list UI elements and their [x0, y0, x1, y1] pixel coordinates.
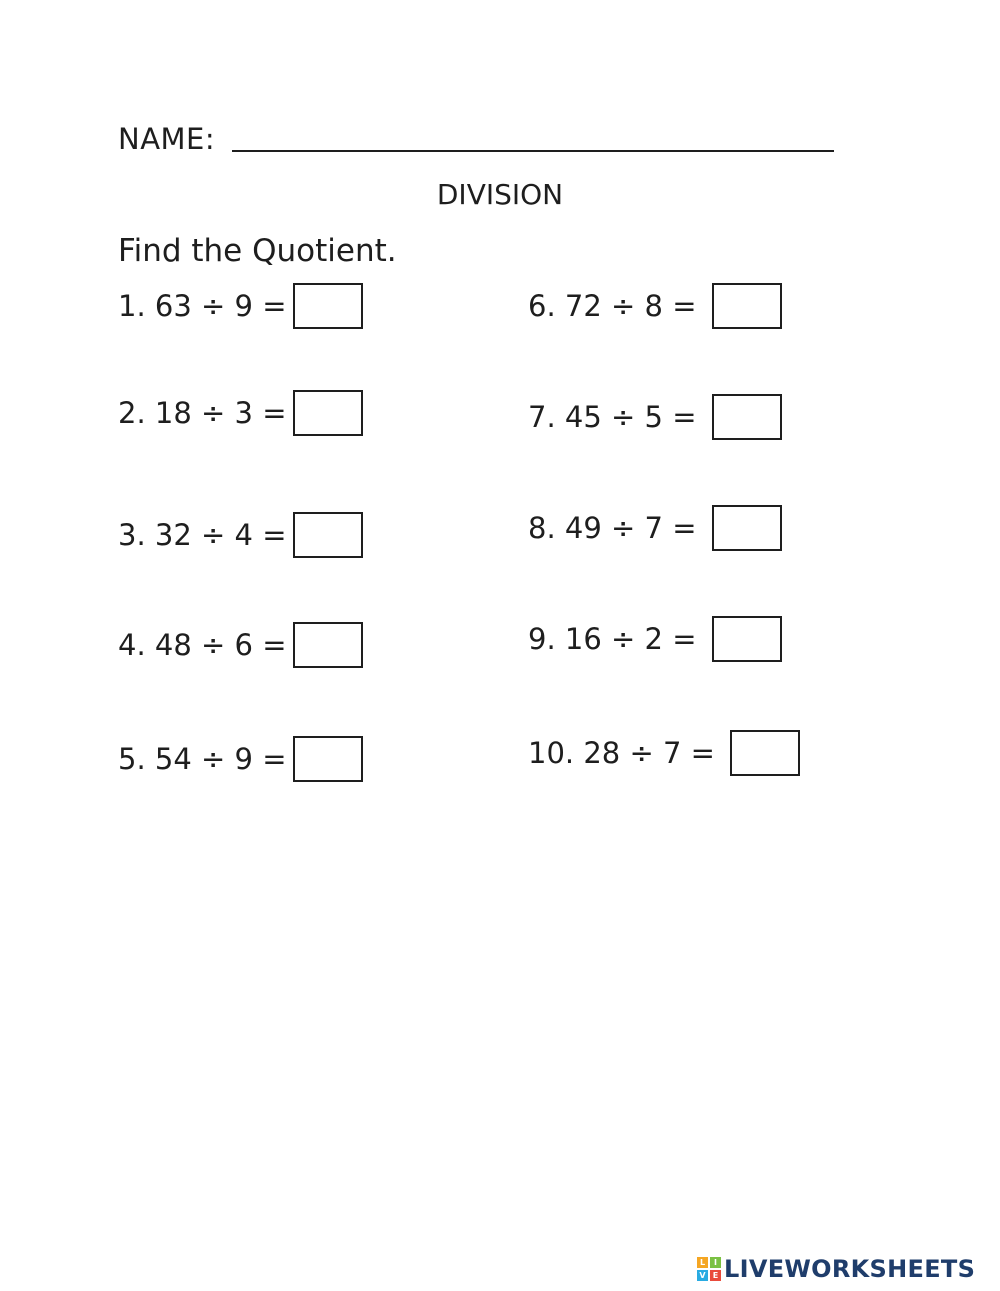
problem-10-expression: 10. 28 ÷ 7 =: [528, 736, 725, 770]
problem-7-expression: 7. 45 ÷ 5 =: [528, 400, 706, 434]
problem-8: [528, 503, 782, 553]
problem-5-expression: 5. 54 ÷ 9 =: [118, 742, 287, 776]
problem-3: [118, 510, 363, 560]
problem-9-expression: 9. 16 ÷ 2 =: [528, 622, 706, 656]
answer-box-2[interactable]: [293, 390, 363, 436]
instruction-text: Find the Quotient.: [118, 233, 397, 269]
problem-3-expression: 3. 32 ÷ 4 =: [118, 518, 287, 552]
problem-2-expression: 2. 18 ÷ 3 =: [118, 396, 287, 430]
answer-box-9[interactable]: [712, 616, 782, 662]
problem-8-expression: 8. 49 ÷ 7 =: [528, 511, 706, 545]
logo-block-e: E: [710, 1270, 721, 1281]
answer-box-5[interactable]: [293, 736, 363, 782]
problem-1-expression: 1. 63 ÷ 9 =: [118, 289, 287, 323]
name-line[interactable]: [232, 150, 834, 152]
answer-box-6[interactable]: [712, 283, 782, 329]
problem-1: [118, 281, 363, 331]
problem-10: [528, 728, 800, 778]
answer-box-4[interactable]: [293, 622, 363, 668]
worksheet-title: DIVISION: [436, 178, 564, 211]
problem-4-expression: 4. 48 ÷ 6 =: [118, 628, 287, 662]
problem-2: [118, 388, 363, 438]
logo-block-i: I: [710, 1257, 721, 1268]
logo-text: LIVEWORKSHEETS: [724, 1255, 976, 1283]
logo-blocks-icon: [697, 1257, 721, 1281]
logo-block-v: V: [697, 1270, 708, 1281]
problem-9: [528, 614, 782, 664]
liveworksheets-logo: [697, 1254, 975, 1284]
logo-block-l: L: [697, 1257, 708, 1268]
answer-box-1[interactable]: [293, 283, 363, 329]
problem-5: [118, 734, 363, 784]
problem-4: [118, 620, 363, 670]
problem-7: [528, 392, 782, 442]
answer-box-8[interactable]: [712, 505, 782, 551]
answer-box-10[interactable]: [730, 730, 800, 776]
name-label: NAME:: [118, 122, 216, 156]
answer-box-7[interactable]: [712, 394, 782, 440]
answer-box-3[interactable]: [293, 512, 363, 558]
problem-6: [528, 281, 782, 331]
problem-6-expression: 6. 72 ÷ 8 =: [528, 289, 706, 323]
